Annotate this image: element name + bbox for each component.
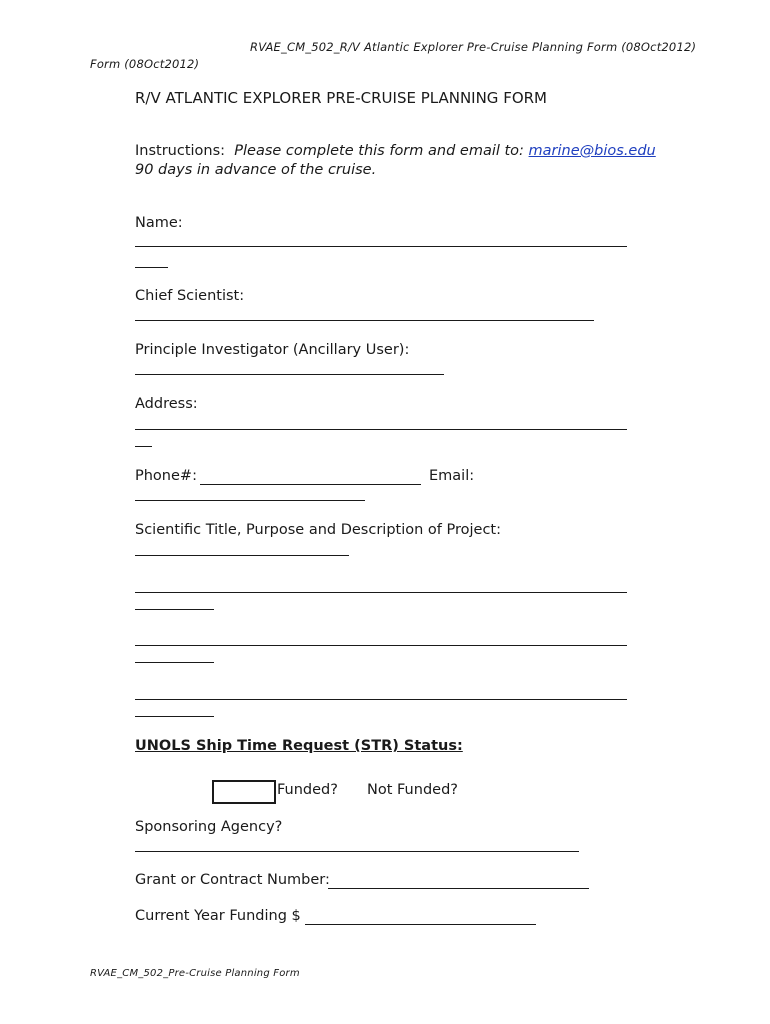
chief-scientist-label: Chief Scientist:: [135, 288, 245, 304]
form-title: R/V ATLANTIC EXPLORER PRE-CRUISE PLANNING FORM: [135, 89, 548, 107]
grant-number-label: Grant or Contract Number:: [135, 872, 330, 888]
funded-label: Funded?: [277, 782, 338, 798]
project-input-line-3-wrap[interactable]: [135, 662, 214, 663]
grant-number-input-line[interactable]: [328, 888, 589, 889]
project-input-line-1[interactable]: [135, 555, 349, 556]
name-label: Name:: [135, 215, 183, 231]
name-input-line-wrap[interactable]: [135, 267, 168, 268]
current-funding-input-line[interactable]: [305, 924, 536, 925]
email-link[interactable]: marine@bios.edu: [528, 143, 656, 159]
email-input-line[interactable]: [135, 500, 365, 501]
sponsoring-agency-input-line[interactable]: [135, 851, 579, 852]
str-status-heading: UNOLS Ship Time Request (STR) Status:: [135, 738, 463, 754]
project-label: Scientific Title, Purpose and Description of Project:: [135, 522, 501, 538]
project-input-line-4-wrap[interactable]: [135, 716, 214, 717]
project-input-line-2-wrap[interactable]: [135, 609, 214, 610]
running-header-wrap: Form (08Oct2012): [90, 57, 200, 71]
funded-checkbox[interactable]: [212, 780, 276, 804]
running-header: RVAE_CM_502_R/V Atlantic Explorer Pre-Cruise Planning Form (08Oct2012): [250, 40, 697, 54]
instructions-text-2: 90 days in advance of the cruise.: [135, 162, 377, 178]
address-input-line[interactable]: [135, 429, 627, 430]
name-input-line[interactable]: [135, 246, 627, 247]
instructions-label: Instructions:: [135, 143, 226, 159]
page-footer: RVAE_CM_502_Pre-Cruise Planning Form: [90, 968, 300, 979]
principal-investigator-label: Principle Investigator (Ancillary User):: [135, 342, 410, 358]
phone-input-line[interactable]: [200, 484, 421, 485]
project-input-line-4[interactable]: [135, 699, 627, 700]
email-label: Email:: [429, 468, 475, 484]
project-input-line-3[interactable]: [135, 645, 627, 646]
not-funded-label: Not Funded?: [367, 782, 458, 798]
chief-scientist-input-line[interactable]: [135, 320, 594, 321]
phone-label: Phone#:: [135, 468, 197, 484]
instructions: [135, 143, 656, 159]
principal-investigator-input-line[interactable]: [135, 374, 444, 375]
address-label: Address:: [135, 396, 198, 412]
sponsoring-agency-label: Sponsoring Agency?: [135, 819, 283, 835]
project-input-line-2[interactable]: [135, 592, 627, 593]
instructions-text: Please complete this form and email to:: [234, 143, 524, 159]
current-funding-label: Current Year Funding $: [135, 908, 301, 924]
address-input-line-wrap[interactable]: [135, 446, 152, 447]
